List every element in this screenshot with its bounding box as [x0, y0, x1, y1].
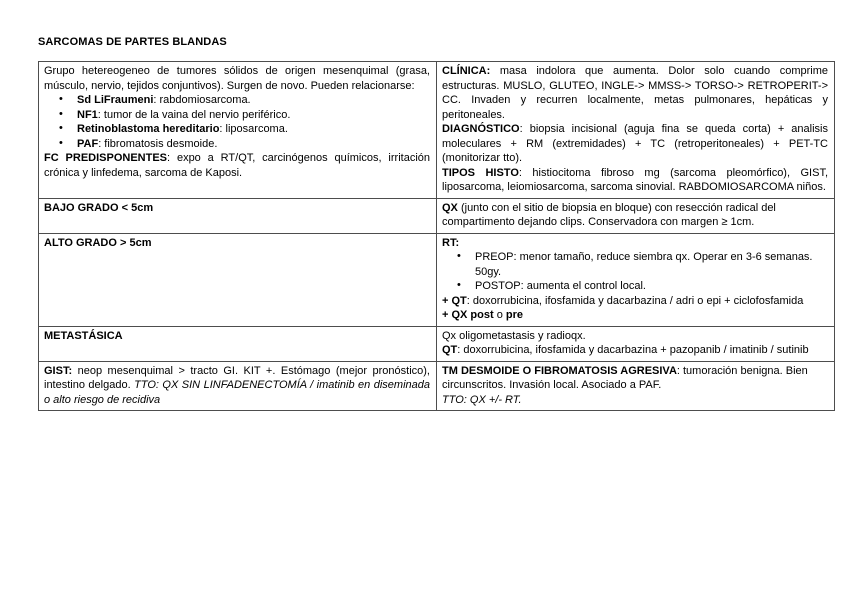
- predisponentes-label: FC PREDISPONENTES: [44, 152, 168, 164]
- qx-post-paragraph: [442, 308, 828, 323]
- overview-intro: Grupo hetereogeneo de tumores sólidos de origen mesenquimal (grasa, músculo, nervio, tejidos conjuntivos). Surgen de novo. Pueden relacionarse:: [44, 65, 430, 92]
- bajo-grado-qx-paragraph: [442, 201, 828, 230]
- list-item-nf1: [44, 108, 430, 123]
- overview-left-cell: [39, 62, 437, 199]
- alto-grado-left-cell: [39, 233, 437, 326]
- qx-post-mid: o: [493, 309, 506, 321]
- table-row-overview: [39, 62, 835, 199]
- metastasica-right-cell: [437, 326, 835, 361]
- gist-tto-italic: TTO: QX SIN LINFADENECTOMÍA / imatinib en diseminada o alto riesgo de recidiva: [44, 379, 430, 406]
- table-row-metastasica: [39, 326, 835, 361]
- list-item-term: Retinoblastoma hereditario: [77, 123, 220, 135]
- list-item-preop: • PREOP: menor tamaño, reduce siembra qx. Operar en 3-6 semanas. 50gy.: [442, 250, 828, 279]
- gist-cell: [39, 361, 437, 411]
- metastasica-qt-text: : doxorrubicina, ifosfamida y dacarbazina + pazopanib / imatinib / sutinib: [457, 344, 809, 356]
- tipos-histo-paragraph: [442, 166, 828, 195]
- document-title: SARCOMAS DE PARTES BLANDAS: [38, 36, 227, 48]
- gist-label: GIST:: [44, 364, 73, 377]
- bajo-grado-left-cell: [39, 198, 437, 233]
- desmoide-paragraph: [442, 364, 828, 393]
- metastasica-qt-label: QT: [442, 344, 458, 356]
- list-item-text: : liposarcoma.: [219, 123, 288, 135]
- predisponentes-text: : expo a RT/QT, carcinógenos químicos, irritación crónica y linfedema, sarcoma de Kaposi.: [44, 152, 430, 179]
- list-item-retinoblastoma: [44, 122, 430, 137]
- list-item-paf: [44, 137, 430, 152]
- qt-label: + QT: [442, 294, 467, 307]
- diagnostico-text: : biopsia incisional (aguja fina se queda corta) + analisis moleculares + RM (extremidades) + TC (retroperitoneales) + PET-TC (monitorizar tto).: [442, 123, 828, 164]
- list-item-text: : fibromatosis desmoide.: [98, 137, 218, 150]
- sarcomas-table: [38, 61, 835, 411]
- clinica-text: masa indolora que aumenta. Dolor solo cuando comprime estructuras. MUSLO, GLUTEO, INGLE-> MMSS-> TORSO-> RETROPERIT-> CC. Invaden y recurren localmente, metas pulmonares, hepáticas y peritoneales.: [442, 65, 828, 121]
- desmoide-text: : tumoración benigna. Bien circunscritos. Invasión local. Asociado a PAF.: [442, 364, 808, 391]
- gist-text: neop mesenquimal > tracto GI. KIT +. Estómago (mejor pronóstico), intestino delgado.: [44, 364, 430, 391]
- list-item-text: : rabdomiosarcoma.: [153, 94, 251, 106]
- metastasica-left-cell: [39, 326, 437, 361]
- rt-label: RT:: [442, 236, 460, 249]
- list-item-term: PAF: [77, 137, 99, 150]
- list-item-lifraumeni: [44, 93, 430, 108]
- list-item-term: NF1: [77, 108, 98, 121]
- alto-grado-title: ALTO GRADO > 5cm: [44, 236, 152, 249]
- diagnostico-label: DIAGNÓSTICO: [442, 123, 520, 135]
- bajo-grado-right-cell: [437, 198, 835, 233]
- overview-right-cell: [437, 62, 835, 199]
- bajo-grado-title: BAJO GRADO < 5cm: [44, 201, 154, 214]
- predisponentes-paragraph: [44, 151, 430, 180]
- diagnostico-paragraph: [442, 122, 828, 166]
- tipos-histo-text: : histiocitoma fibroso mg (sarcoma pleomórfico), GIST, liposarcoma, leiomiosarcoma, sarcoma sinovial. RABDOMIOSARCOMA niños.: [442, 166, 828, 193]
- list-item-text: : tumor de la vaina del nervio periférico.: [97, 108, 291, 121]
- qx-post-label: + QX post: [442, 309, 494, 321]
- table-row-gist-desmoide: [39, 361, 835, 411]
- oligometastasis-line: Qx oligometastasis y radioqx.: [442, 329, 586, 342]
- clinica-label: CLÍNICA:: [442, 65, 491, 77]
- qt-paragraph: [442, 294, 828, 309]
- metastasica-title: METASTÁSICA: [44, 329, 123, 342]
- list-item-postop: • POSTOP: aumenta el control local.: [442, 279, 828, 294]
- clinica-paragraph: [442, 64, 828, 122]
- qx-pre-label: pre: [505, 309, 524, 321]
- table-row-alto-grado: [39, 233, 835, 326]
- desmoide-cell: [437, 361, 835, 411]
- table-row-bajo-grado: [39, 198, 835, 233]
- desmoide-tto-italic: TTO: QX +/- RT.: [442, 393, 522, 406]
- tipos-histo-label: TIPOS HISTO: [442, 166, 519, 179]
- desmoide-label: TM DESMOIDE O FIBROMATOSIS AGRESIVA: [442, 364, 677, 377]
- alto-grado-right-cell: [437, 233, 835, 326]
- qx-text: (junto con el sitio de biopsia en bloque) con resección radical del compartimento dejando clips. Conservadora con margen ≥ 1cm.: [442, 201, 776, 228]
- list-item-term: Sd LiFraumeni: [77, 94, 154, 106]
- metastasica-qt-paragraph: [442, 343, 828, 358]
- qx-label: QX: [442, 201, 458, 214]
- qt-text: : doxorrubicina, ifosfamida y dacarbazina / adri o epi + ciclofosfamida: [466, 294, 804, 307]
- gist-paragraph: [44, 364, 430, 408]
